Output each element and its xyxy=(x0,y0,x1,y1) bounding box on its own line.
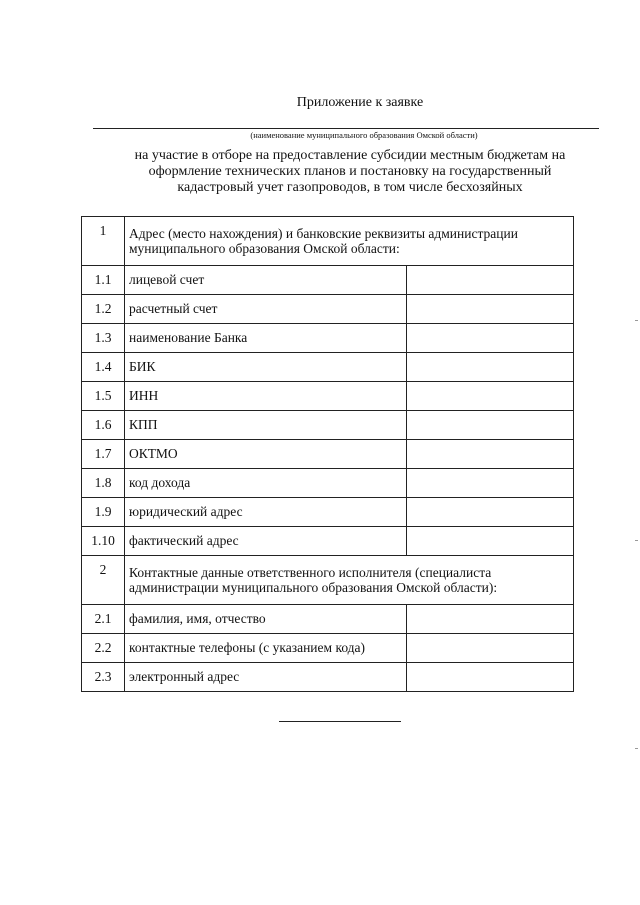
subtitle-line: на участие в отборе на предоставление субсидии местным бюджетам на xyxy=(134,148,566,163)
row-number: 1.9 xyxy=(82,498,125,527)
table-row xyxy=(82,663,574,692)
table-row xyxy=(82,634,574,663)
table-row xyxy=(82,266,574,295)
row-value-field[interactable] xyxy=(407,324,574,353)
section-header-row xyxy=(82,217,574,266)
row-label: электронный адрес xyxy=(125,663,407,692)
row-value-field[interactable] xyxy=(407,605,574,634)
row-number: 2.3 xyxy=(82,663,125,692)
row-label: код дохода xyxy=(125,469,407,498)
row-label: лицевой счет xyxy=(125,266,407,295)
section-header-row xyxy=(82,556,574,605)
row-number: 1.6 xyxy=(82,411,125,440)
row-value-field[interactable] xyxy=(407,440,574,469)
section-title xyxy=(125,556,574,605)
scan-edge-mark xyxy=(635,540,638,541)
row-value-field[interactable] xyxy=(407,353,574,382)
section-title-line: муниципального образования Омской области: xyxy=(129,241,400,256)
row-value-field[interactable] xyxy=(407,527,574,556)
requisites-table xyxy=(81,216,574,692)
row-label: ИНН xyxy=(125,382,407,411)
table-row xyxy=(82,527,574,556)
row-number: 2.1 xyxy=(82,605,125,634)
row-number: 1.2 xyxy=(82,295,125,324)
table-row xyxy=(82,498,574,527)
row-label: фактический адрес xyxy=(125,527,407,556)
row-value-field[interactable] xyxy=(407,266,574,295)
row-number: 1.1 xyxy=(82,266,125,295)
page-title: Приложение к заявке xyxy=(296,95,424,110)
subtitle-line: оформление технических планов и постановку на государственный xyxy=(148,164,552,179)
table-row xyxy=(82,295,574,324)
bottom-separator-line xyxy=(279,721,401,722)
table-row xyxy=(82,469,574,498)
municipality-fill-line xyxy=(93,128,599,129)
row-value-field[interactable] xyxy=(407,382,574,411)
row-label: БИК xyxy=(125,353,407,382)
row-value-field[interactable] xyxy=(407,411,574,440)
subtitle xyxy=(100,148,600,196)
row-number: 1.10 xyxy=(82,527,125,556)
row-number: 2.2 xyxy=(82,634,125,663)
row-label: расчетный счет xyxy=(125,295,407,324)
row-number: 1.3 xyxy=(82,324,125,353)
section-number: 1 xyxy=(82,217,125,266)
row-label: КПП xyxy=(125,411,407,440)
row-value-field[interactable] xyxy=(407,469,574,498)
row-label: наименование Банка xyxy=(125,324,407,353)
table-row xyxy=(82,324,574,353)
row-number: 1.5 xyxy=(82,382,125,411)
subtitle-line: кадастровый учет газопроводов, в том числе бесхозяйных xyxy=(177,180,523,195)
scan-edge-mark xyxy=(635,320,638,321)
row-label: юридический адрес xyxy=(125,498,407,527)
row-label: контактные телефоны (с указанием кода) xyxy=(125,634,407,663)
section-title-line: администрации муниципального образования Омской области): xyxy=(129,580,498,595)
row-value-field[interactable] xyxy=(407,663,574,692)
row-number: 1.8 xyxy=(82,469,125,498)
row-value-field[interactable] xyxy=(407,295,574,324)
row-value-field[interactable] xyxy=(407,634,574,663)
table-row xyxy=(82,353,574,382)
section-title-line: Адрес (место нахождения) и банковские реквизиты администрации xyxy=(129,226,518,241)
table-row xyxy=(82,605,574,634)
table-row xyxy=(82,382,574,411)
row-value-field[interactable] xyxy=(407,498,574,527)
row-number: 1.4 xyxy=(82,353,125,382)
row-label: фамилия, имя, отчество xyxy=(125,605,407,634)
table-row xyxy=(82,440,574,469)
table-row xyxy=(82,411,574,440)
scan-edge-mark xyxy=(635,748,638,749)
section-title-line: Контактные данные ответственного исполнителя (специалиста xyxy=(129,565,492,580)
row-number: 1.7 xyxy=(82,440,125,469)
row-label: ОКТМО xyxy=(125,440,407,469)
section-title xyxy=(125,217,574,266)
section-number: 2 xyxy=(82,556,125,605)
municipality-fill-caption: (наименование муниципального образования Омской области) xyxy=(250,130,478,140)
